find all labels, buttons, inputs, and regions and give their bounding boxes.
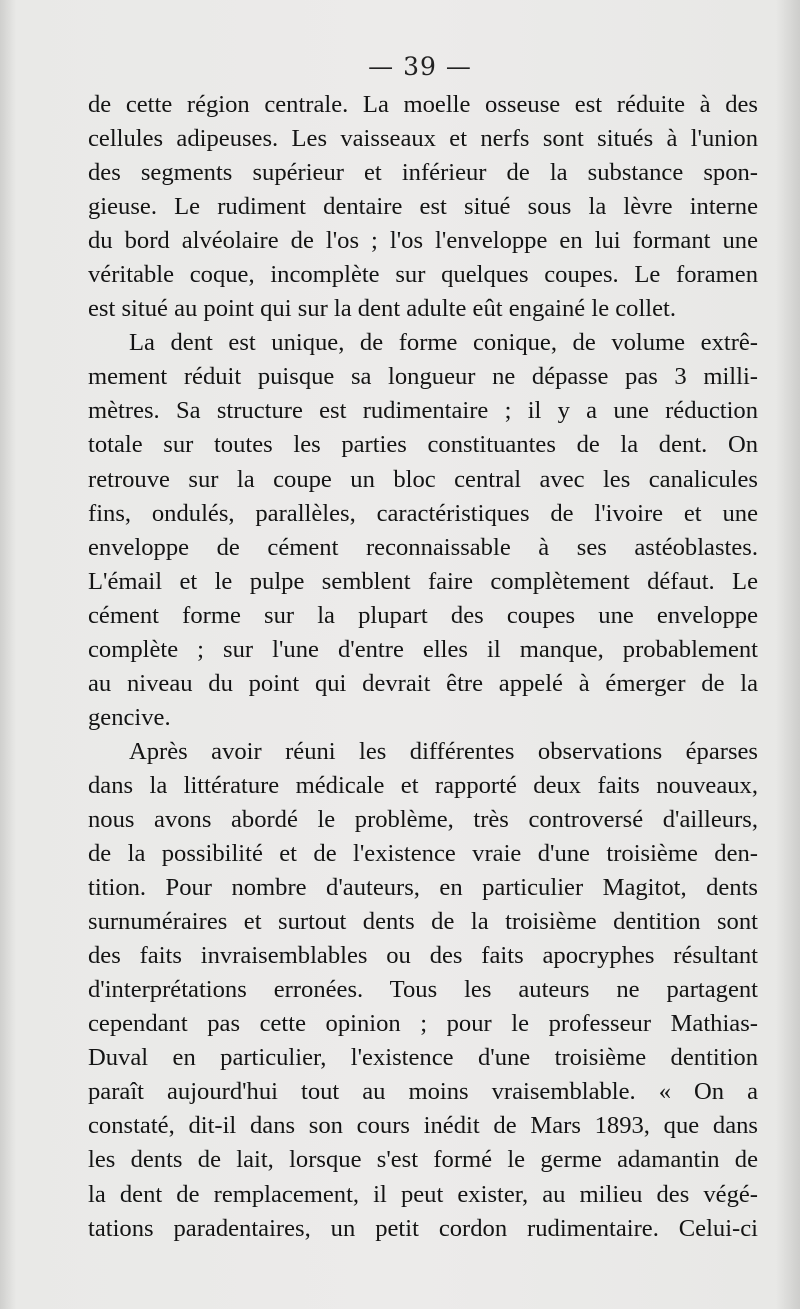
text-line: constaté, dit-il dans son cours inédit de Mars 1893, que dans — [88, 1112, 758, 1140]
text-line: surnuméraires et surtout dents de la troisième dentition sont — [88, 908, 758, 936]
text-line: la dent de remplacement, il peut exister, au milieu des végé- — [88, 1180, 758, 1208]
text-line: de la possibilité et de l'existence vraie d'une troisième den- — [88, 840, 758, 868]
text-line: est situé au point qui sur la dent adulte eût engainé le collet. — [88, 295, 677, 323]
text-line: du bord alvéolaire de l'os ; l'os l'enveloppe en lui formant une — [88, 227, 758, 255]
text-line: fins, ondulés, parallèles, caractéristiques de l'ivoire et une — [88, 499, 758, 527]
paragraph — [88, 88, 758, 326]
text-line: des segments supérieur et inférieur de la substance spon- — [88, 159, 758, 187]
text-line: tations paradentaires, un petit cordon rudimentaire. Celui-ci — [88, 1214, 758, 1242]
text-line: L'émail et le pulpe semblent faire complètement défaut. Le — [88, 567, 758, 595]
text-line: d'interprétations erronées. Tous les auteurs ne partagent — [88, 976, 758, 1004]
text-line: des faits invraisemblables ou des faits apocryphes résultant — [88, 942, 758, 970]
text-line: paraît aujourd'hui tout au moins vraisemblable. « On a — [88, 1078, 758, 1106]
text-line: cellules adipeuses. Les vaisseaux et nerfs sont situés à l'union — [88, 125, 758, 153]
text-line: les dents de lait, lorsque s'est formé le germe adamantin de — [88, 1146, 758, 1174]
page-number: — 39 — — [368, 52, 472, 81]
text-line: Après avoir réuni les différentes observations éparses — [129, 737, 758, 765]
text-line: totale sur toutes les parties constituantes de la dent. On — [88, 431, 758, 459]
text-line: enveloppe de cément reconnaissable à ses astéoblastes. — [88, 533, 758, 561]
paragraph — [88, 735, 758, 1246]
text-line: au niveau du point qui devrait être appelé à émerger de la — [88, 669, 758, 697]
text-line: cependant pas cette opinion ; pour le professeur Mathias- — [88, 1010, 758, 1038]
text-line: mètres. Sa structure est rudimentaire ; il y a une réduction — [88, 397, 758, 425]
text-line: de cette région centrale. La moelle osseuse est réduite à des — [88, 91, 758, 118]
text-line: gieuse. Le rudiment dentaire est situé sous la lèvre interne — [88, 193, 758, 221]
text-line: mement réduit puisque sa longueur ne dépasse pas 3 milli- — [88, 363, 758, 391]
paragraph — [88, 326, 758, 735]
text-line: gencive. — [88, 703, 171, 731]
text-line: Duval en particulier, l'existence d'une troisième dentition — [88, 1044, 758, 1072]
text-line: retrouve sur la coupe un bloc central avec les canalicules — [88, 465, 758, 493]
text-line: complète ; sur l'une d'entre elles il manque, probablement — [88, 635, 758, 663]
text-line: cément forme sur la plupart des coupes une enveloppe — [88, 601, 758, 629]
text-line: nous avons abordé le problème, très controversé d'ailleurs, — [88, 805, 758, 833]
text-line: dans la littérature médicale et rapporté deux faits nouveaux, — [88, 771, 758, 799]
text-line: véritable coque, incomplète sur quelques coupes. Le foramen — [88, 261, 758, 289]
text-line: tition. Pour nombre d'auteurs, en particulier Magitot, dents — [88, 874, 758, 902]
text-line: La dent est unique, de forme conique, de volume extrê- — [129, 329, 758, 357]
body-text — [88, 88, 758, 1246]
